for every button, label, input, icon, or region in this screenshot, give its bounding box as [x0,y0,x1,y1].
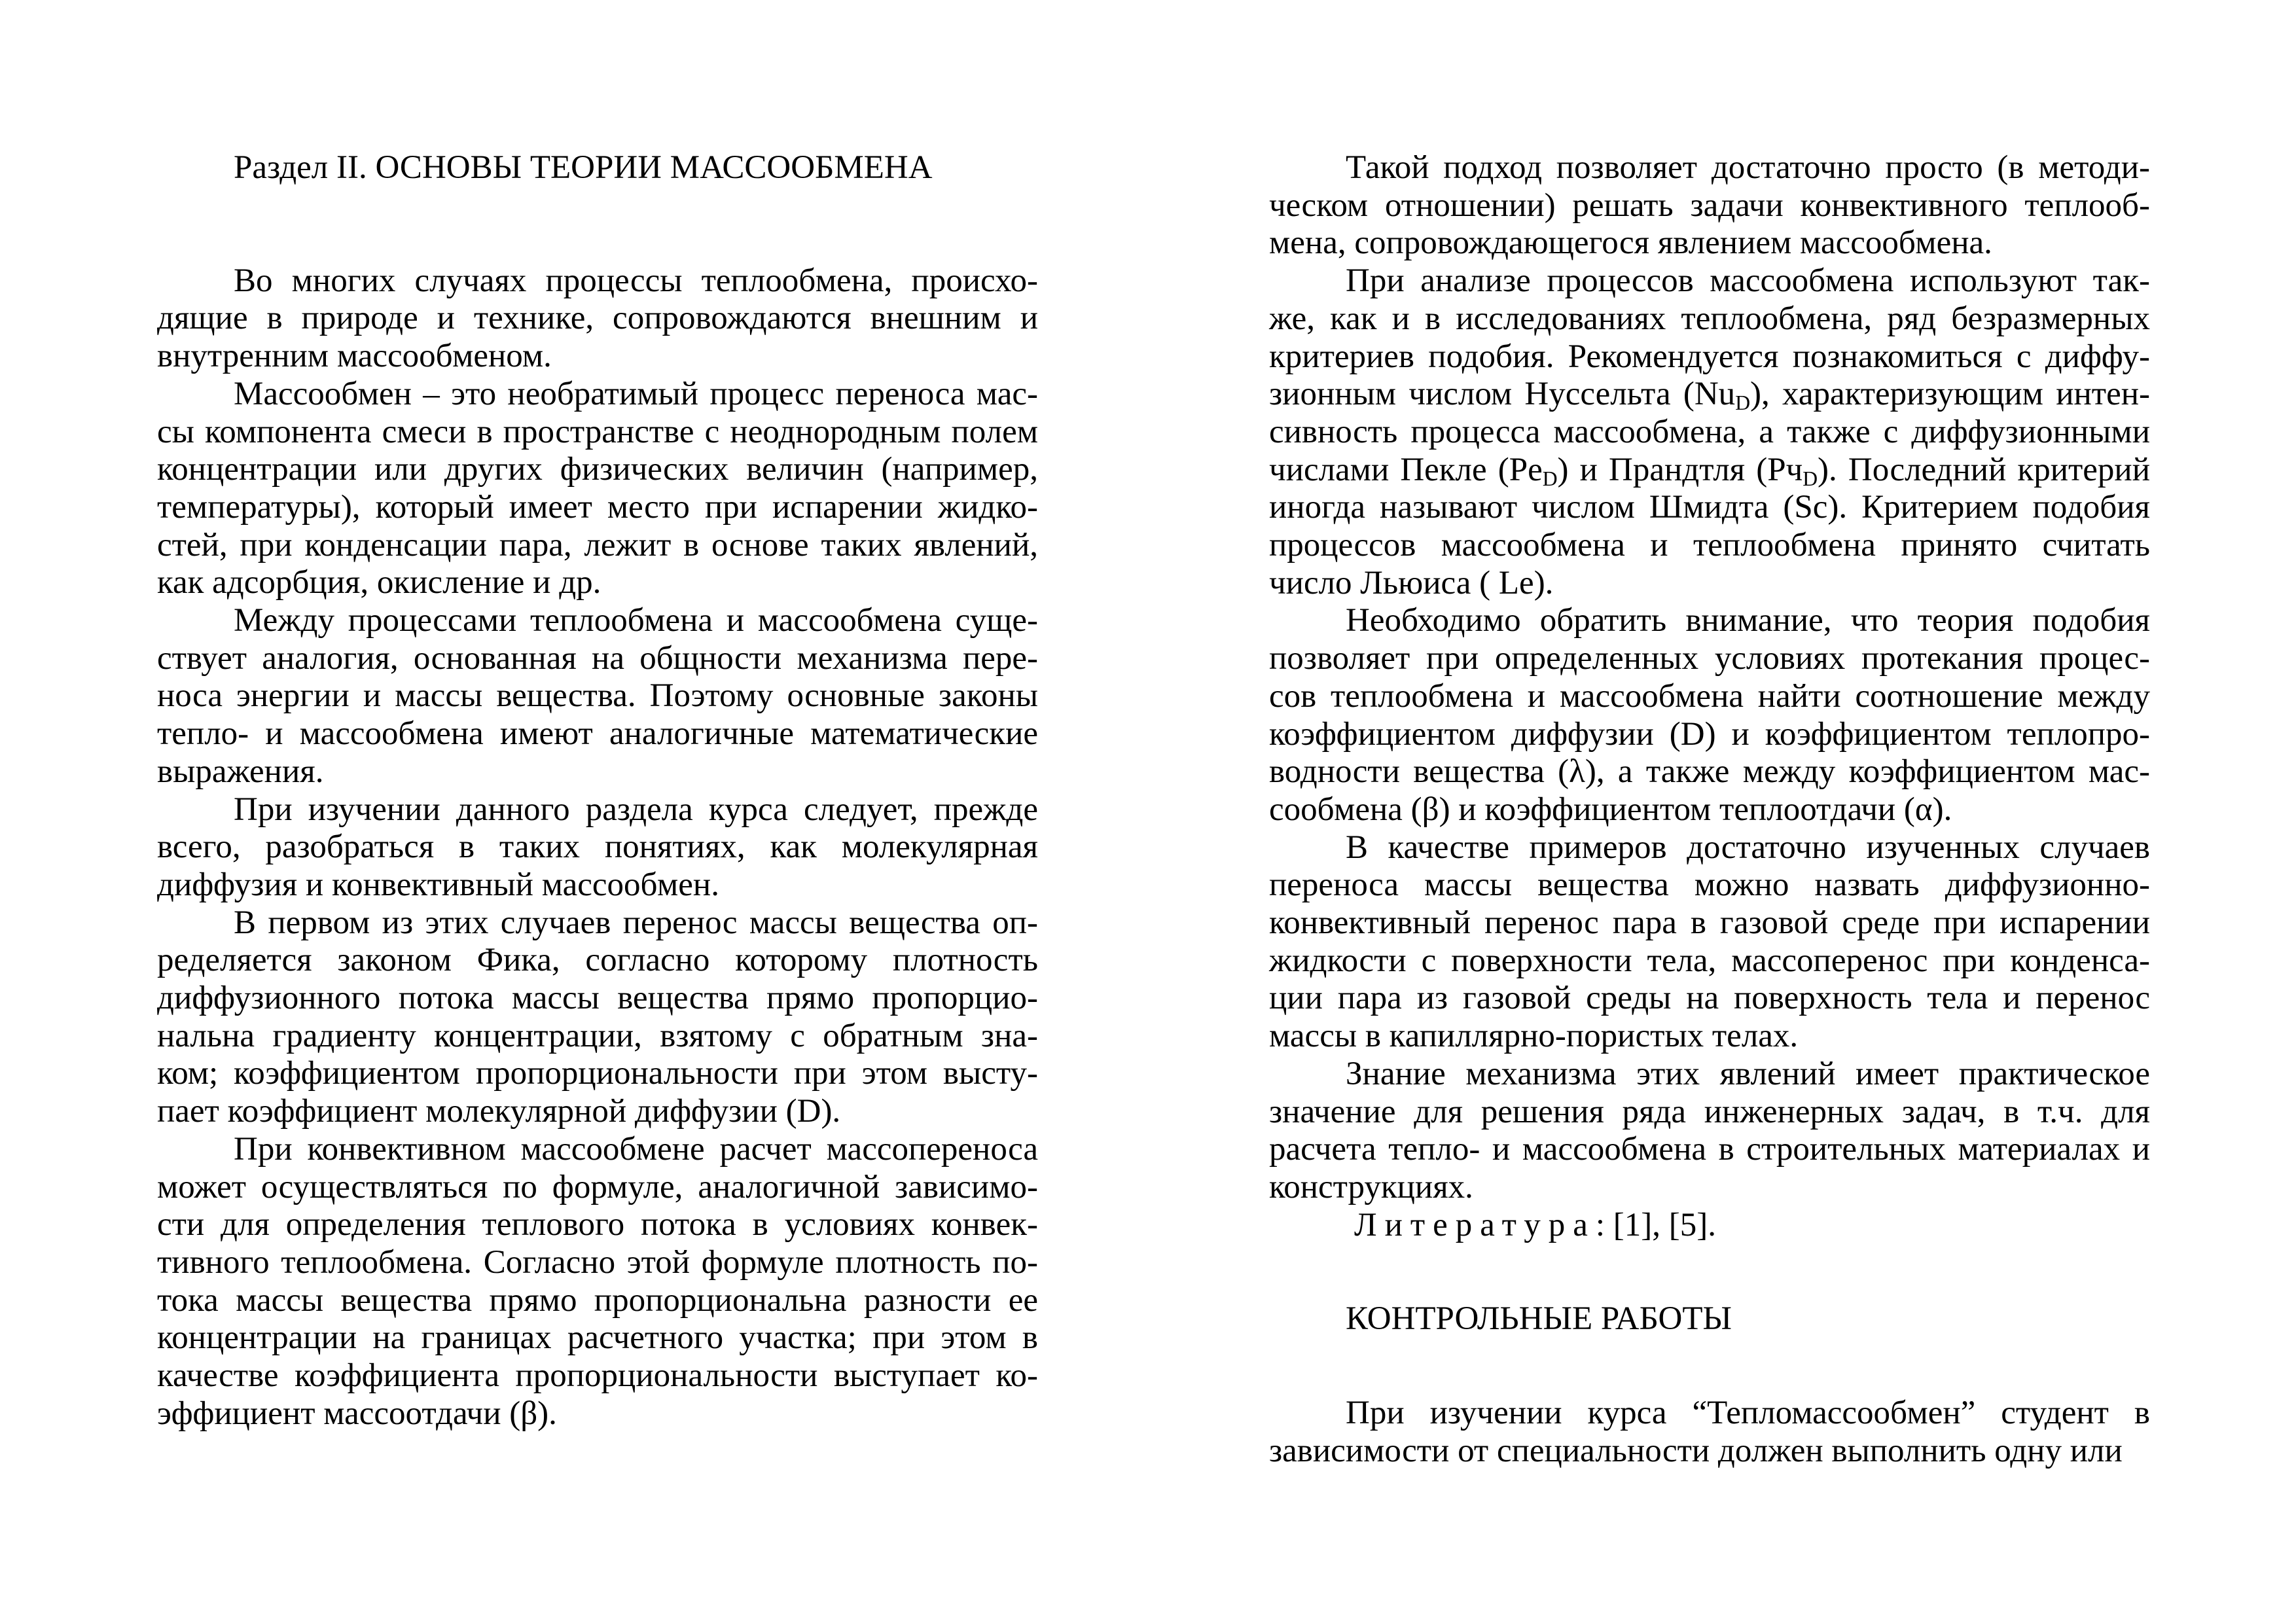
paragraph: Между процессами теплообмена и массообмена суще-ствует аналогия, основанная на общности механизма пере-носа энергии и массы вещества. Поэтому основные законы тепло- и массообмена имеют аналогичные математические выражения. [157,602,1038,790]
nusselt-subscript: D [1735,391,1751,415]
paragraph: Массообмен – это необратимый процесс переноса мас-сы компонента смеси в пространстве с неоднородным полем концентрации или других физических величин (например, температуры), который имеет место при испарении жидко-стей, при конденсации пара, лежит в основе таких явлений, как адсорбция, окисление и др. [157,375,1038,601]
literature-refs: : [1], [5]. [1595,1206,1716,1243]
paragraph-text: ) и Прандтля ( [1557,451,1768,488]
heading-spacer [157,187,1038,262]
left-page [157,149,1038,1433]
heading-spacer [1269,1338,2150,1395]
literature-label: Литература [1354,1206,1596,1243]
paragraph: В качестве примеров достаточно изученных случаев переноса массы вещества можно назвать диффузионно-конвективный перенос пара в газовой среде при испарении жидкости с поверхности тела, массоперенос при конденса-ции пара из газовой среды на поверхность тела и перенос массы в капиллярно-пористых телах. [1269,829,2150,1055]
paragraph-text: ). Последний критерий иногда называют числом Шмидта (Sc). Критерием подобия процессов массообмена и теплообмена принято считать число Льюиса ( Le). [1269,451,2151,601]
prandtl-subscript: D [1803,467,1818,490]
peclet-subscript: D [1542,467,1558,490]
paragraph: Необходимо обратить внимание, что теория подобия позволяет при определенных условиях протекания процес-сов теплообмена и массообмена найти соотношение между коэффициентом диффузии (D) и коэффициентом теплопро-водности вещества (λ), а также между коэффициентом мас-сообмена (β) и коэффициентом теплоотдачи (α). [1269,602,2150,828]
paragraph: При изучении данного раздела курса следует, прежде всего, разобраться в таких понятиях, как молекулярная диффузия и конвективный массообмен. [157,791,1038,903]
paragraph: Во многих случаях процессы теплообмена, происхо-дящие в природе и технике, сопровождаются внешним и внутренним массообменом. [157,262,1038,375]
paragraph: При конвективном массообмене расчет массопереноса может осуществляться по формуле, аналогичной зависимо-сти для определения теплового потока в условиях конвек-тивного теплообмена. Согласно этой формуле плотность по-тока массы вещества прямо пропорциональна разности ее концентрации на границах расчетного участка; при этом в качестве коэффициента пропорциональности выступает ко-эффициент массоотдачи (β). [157,1130,1038,1432]
section-title: Раздел II. ОСНОВЫ ТЕОРИИ МАССООБМЕНА [234,149,933,186]
prandtl-symbol: Рч [1767,451,1803,488]
nusselt-symbol: Nu [1694,376,1736,413]
paragraph-text: При анализе процессов массообмена используют так-же, как и в исследованиях теплообмена, ряд безразмерных критериев подобия. Рекомендуется познакомиться с диффу-зионным числом Нуссельта ( [1269,262,2150,413]
control-works-heading: КОНТРОЛЬНЫЕ РАБОТЫ [1346,1300,1732,1338]
literature-line [1269,1207,2150,1245]
paragraph: В первом из этих случаев перенос массы вещества оп-ределяется законом Фика, согласно которому плотность диффузионного потока массы вещества прямо пропорцио-нальна градиенту концентрации, взятому с обратным зна-ком; коэффициентом пропорциональности при этом высту-пает коэффициент молекулярной диффузии (D). [157,904,1038,1130]
paragraph: При изучении курса “Тепломассообмен” студент в зависимости от специальности должен выполнить одну или [1269,1395,2150,1469]
peclet-symbol: Pe [1509,451,1543,488]
paragraph-text: ), характеризующим интен-сивность процесса массообмена, а также с диффузионными числами Пекле ( [1269,376,2150,488]
right-page [1269,149,2150,1471]
paragraph: Такой подход позволяет достаточно просто (в методи-ческом отношении) решать задачи конвективного теплооб-мена, сопровождающегося явлением массообмена. [1269,149,2150,262]
paragraph: Знание механизма этих явлений имеет практическое значение для решения ряда инженерных задач, в т.ч. для расчета тепло- и массообмена в строительных материалах и конструкциях. [1269,1055,2150,1205]
heading-spacer [1269,1244,2150,1300]
paragraph-criteria [1269,262,2150,602]
